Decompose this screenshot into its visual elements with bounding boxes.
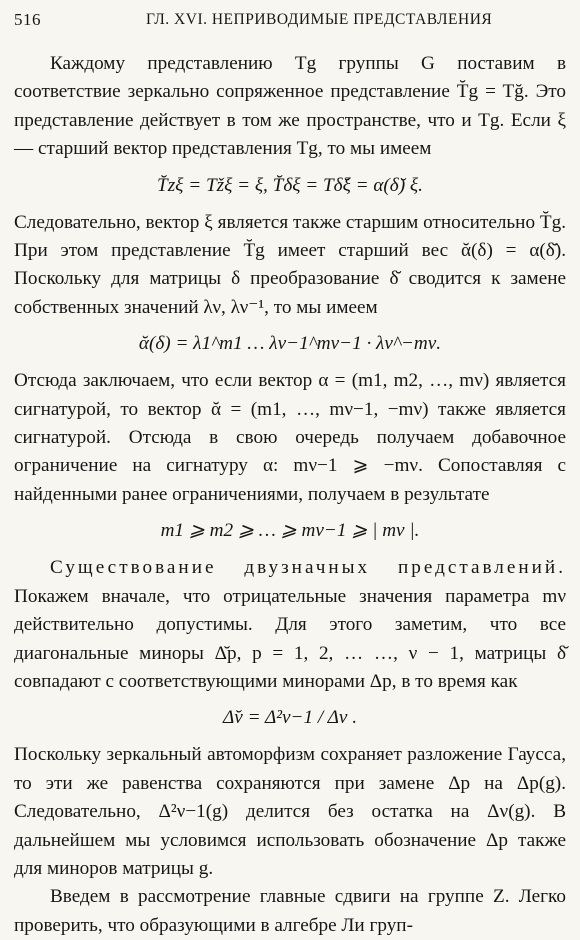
paragraph-3: Отсюда заключаем, что если вектор α = (m1, m2, …, mν) является сигнатурой, то вектор ᾰ = (m1, …, mν−1, −mν) также является сигнатурой. Отсюда в свою очередь получаем добавочное ограничение на сигнатуру α: mν−1 ⩾ −mν. Сопоставляя с найденными ранее ограничениями, получаем в результате	[14, 370, 566, 505]
paragraph-1: Каждому представлению Tg группы G поставим в соответствие зеркально сопряженное представление T̆g = Tğ. Это представление действует в том же пространстве, что и Tg. Если ξ — старший вектор представления Tg, то мы имеем	[14, 53, 566, 160]
paragraph-2: Следовательно, вектор ξ является также старшим относительно T̆g. При этом представление T̆g имеет старший вес ᾰ(δ) = α(δ̆). Поскольку для матрицы δ преобразование δ̆ сводится к замене собственных значений λν, λν⁻¹, то мы имеем	[14, 211, 566, 318]
paragraph-6: Введем в рассмотрение главные сдвиги на группе Z. Легко проверить, что образующими в алгебре Ли груп-	[14, 886, 566, 936]
page-number: 516	[14, 10, 41, 29]
formula-signature-inequality: m1 ⩾ m2 ⩾ … ⩾ mν−1 ⩾ | mν |.	[160, 520, 420, 542]
paragraph-5: Поскольку зеркальный автоморфизм сохраняет разложение Гаусса, то эти же равенства сохраняются при замене Δp на Δp(g). Следовательно, Δ²ν−1(g) делится без остатка на Δν(g). В дальнейшем мы условимся использовать обозначение Δp также для миноров матрицы g.	[14, 744, 566, 879]
running-head: ГЛ. XVI. НЕПРИВОДИМЫЕ ПРЕДСТАВЛЕНИЯ	[146, 11, 493, 28]
formula-highest-vector: T̆zξ = Tžξ = ξ, T̆δξ = Tδ̆ξ = α(δ̆) ξ.	[157, 174, 423, 196]
section-heading: Существование двузначных представлений.	[50, 557, 566, 579]
paragraph-4-text: Покажем вначале, что отрицательные значения параметра mν действительно допустимы. Для этого заметим, что все диагональные миноры Δ̆p, p = 1, 2, … …, ν − 1, матрицы δ̆ совпадают с соответствующими минорами Δp, в то время как	[14, 585, 566, 692]
paragraph-4	[14, 554, 566, 696]
page-body	[14, 50, 566, 940]
formula-minor-ratio: Δ̆ν = Δ²ν−1 / Δν .	[223, 707, 357, 729]
formula-highest-weight: ᾰ(δ) = λ1^m1 … λν−1^mν−1 · λν^−mν.	[138, 333, 442, 355]
